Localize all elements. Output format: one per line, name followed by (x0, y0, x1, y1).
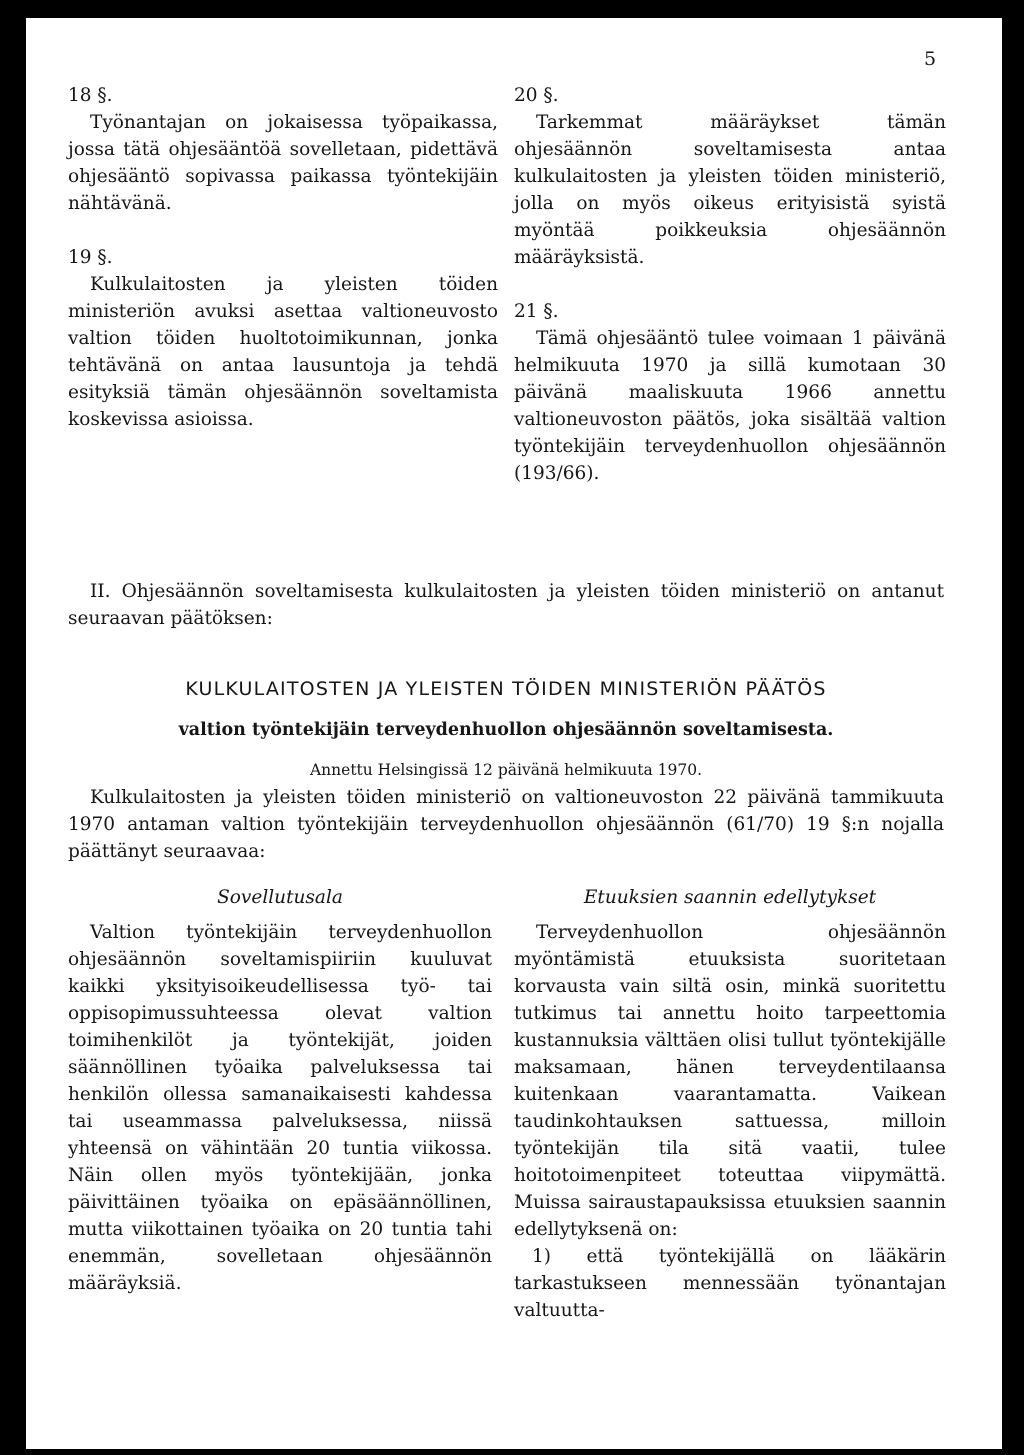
conditions-column (514, 884, 946, 1324)
section-20-heading: 20 §. (514, 85, 559, 106)
decision-date: Annettu Helsingissä 12 päivänä helmikuuta 1970. (309, 761, 702, 779)
scope-text: Valtion työntekijäin terveydenhuollon ohjesäännön soveltamispiiriin kuuluvat kaikki yksityisoikeudellisessa työ- tai oppisopimussuhteessa olevat valtion toimihenkilöt ja työntekijät, joiden säännöllinen työaika palveluksessa tai henkilön ollessa samanaikaisesti kahdessa tai useammassa palveluksessa, niissä yhteensä on vähintään 20 tuntia viikossa. Näin ollen myös työntekijään, jonka päivittäinen työaika on epäsäännöllinen, mutta viikottainen työaika on 20 tuntia tahi enemmän, sovelletaan ohjesäännön määräyksiä. (68, 922, 492, 1294)
part-two-intro: II. Ohjesäännön soveltamisesta kulkulaitosten ja yleisten töiden ministeriö on antanut seuraavan päätöksen: (68, 581, 944, 629)
scan-left-edge (0, 0, 26, 1455)
left-column (68, 82, 498, 460)
scan-bottom-edge (0, 1449, 1024, 1455)
section-18-text: Työnantajan on jokaisessa työpaikassa, jossa tätä ohjesääntöä sovelletaan, pidettävä ohjesääntö sopivassa paikassa työntekijäin nähtävänä. (68, 112, 498, 214)
section-21 (514, 298, 946, 487)
conditions-heading: Etuuksien saannin edellytykset (583, 887, 877, 908)
page-number: 5 (924, 48, 937, 70)
section-20-text: Tarkemmat määräykset tämän ohjesäännön soveltamisesta antaa kulkulaitosten ja yleisten töiden ministeriö, jolla on myös oikeus erityisistä syistä myöntää poikkeuksia ohjesäännön määräyksistä. (514, 112, 946, 268)
conditions-item-1: 1) että työntekijällä on lääkärin tarkastukseen mennessään työnantajan valtuutta- (514, 1246, 946, 1321)
scope-column (68, 884, 492, 1297)
conditions-text: Terveydenhuollon ohjesäännön myöntämistä etuuksista suoritetaan korvausta vain siltä osin, minkä suoritettu tutkimus tai annettu hoito tarpeettomia kustannuksia välttäen olisi tullut työntekijälle maksamaan, hänen terveydentilaansa kuitenkaan vaarantamatta. Vaikean taudinkohtauksen sattuessa, milloin työntekijän tila sitä vaatii, tulee hoitotoimenpiteet toteuttaa viipymättä. Muissa sairaustapauksissa etuuksien saannin edellytyksenä on: (514, 922, 946, 1240)
section-19-heading: 19 §. (68, 247, 113, 268)
section-21-heading: 21 §. (514, 301, 559, 322)
scope-heading: Sovellutusala (217, 887, 343, 908)
scan-right-edge (1002, 0, 1024, 1455)
decision-title: KULKULAITOSTEN JA YLEISTEN TÖIDEN MINISTERIÖN PÄÄTÖS (185, 678, 827, 700)
section-19 (68, 244, 498, 433)
section-21-text: Tämä ohjesääntö tulee voimaan 1 päivänä helmikuuta 1970 ja sillä kumotaan 30 päivänä maaliskuuta 1966 annettu valtioneuvoston päätös, joka sisältää valtion työntekijäin terveydenhuollon ohjesäännön (193/66). (514, 328, 946, 484)
decision-subtitle: valtion työntekijäin terveydenhuollon ohjesäännön soveltamisesta. (178, 720, 834, 740)
scan-top-edge (0, 0, 1024, 18)
right-column (514, 82, 946, 514)
decision-text: Kulkulaitosten ja yleisten töiden ministeriö on valtioneuvoston 22 päivänä tammikuuta 1970 antaman valtion työntekijäin terveydenhuollon ohjesäännön (61/70) 19 §:n nojalla päättänyt seuraavaa: (68, 787, 944, 862)
section-18-heading: 18 §. (68, 85, 113, 106)
part-two (68, 578, 944, 865)
section-20 (514, 82, 946, 271)
section-18 (68, 82, 498, 217)
section-19-text: Kulkulaitosten ja yleisten töiden ministeriön avuksi asettaa valtioneuvosto valtion töiden huoltotoimikunnan, jonka tehtävänä on antaa lausuntoja ja tehdä esityksiä tämän ohjesäännön soveltamista koskevissa asioissa. (68, 274, 498, 430)
